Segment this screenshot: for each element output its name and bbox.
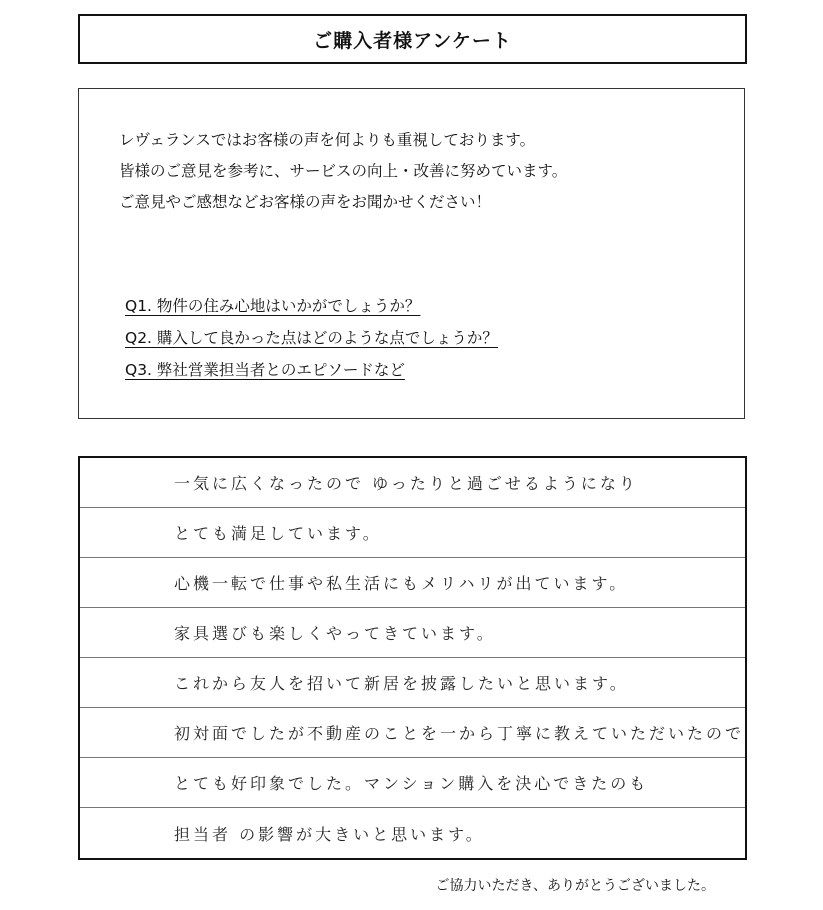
question-list xyxy=(125,290,498,386)
answer-line: 一気に広くなったので ゆったりと過ごせるようになり xyxy=(80,458,745,508)
survey-title: ご購入者様アンケート xyxy=(78,14,747,64)
question-1: Q1. 物件の住み心地はいかがでしょうか？ xyxy=(125,297,421,315)
intro-box xyxy=(78,88,745,419)
question-3: Q3. 弊社営業担当者とのエピソードなど xyxy=(125,361,405,379)
answer-line: 家具選びも楽しくやってきています。 xyxy=(80,608,745,658)
handwritten-answer-box xyxy=(78,456,747,860)
answer-line: とても満足しています。 xyxy=(80,508,745,558)
answer-line: 初対面でしたが不動産のことを一から丁寧に教えていただいたので xyxy=(80,708,745,758)
answer-line: 心機一転で仕事や私生活にもメリハリが出ています。 xyxy=(80,558,745,608)
answer-line: これから友人を招いて新居を披露したいと思います。 xyxy=(80,658,745,708)
answer-line: 担当者 の影響が大きいと思います。 xyxy=(174,824,485,844)
intro-line: レヴェランスではお客様の声を何よりも重視しております。 xyxy=(119,131,536,149)
thank-you-note: ご協力いただき、ありがとうございました。 xyxy=(435,878,715,894)
intro-line: ご意見やご感想などお客様の声をお聞かせください！ xyxy=(119,193,492,211)
question-2: Q2. 購入して良かった点はどのような点でしょうか？ xyxy=(125,329,498,347)
answer-line: とても好印象でした。マンション購入を決心できたのも xyxy=(80,758,745,808)
intro-line: 皆様のご意見を参考に、サービスの向上・改善に努めています。 xyxy=(119,162,568,180)
intro-text xyxy=(119,125,567,218)
